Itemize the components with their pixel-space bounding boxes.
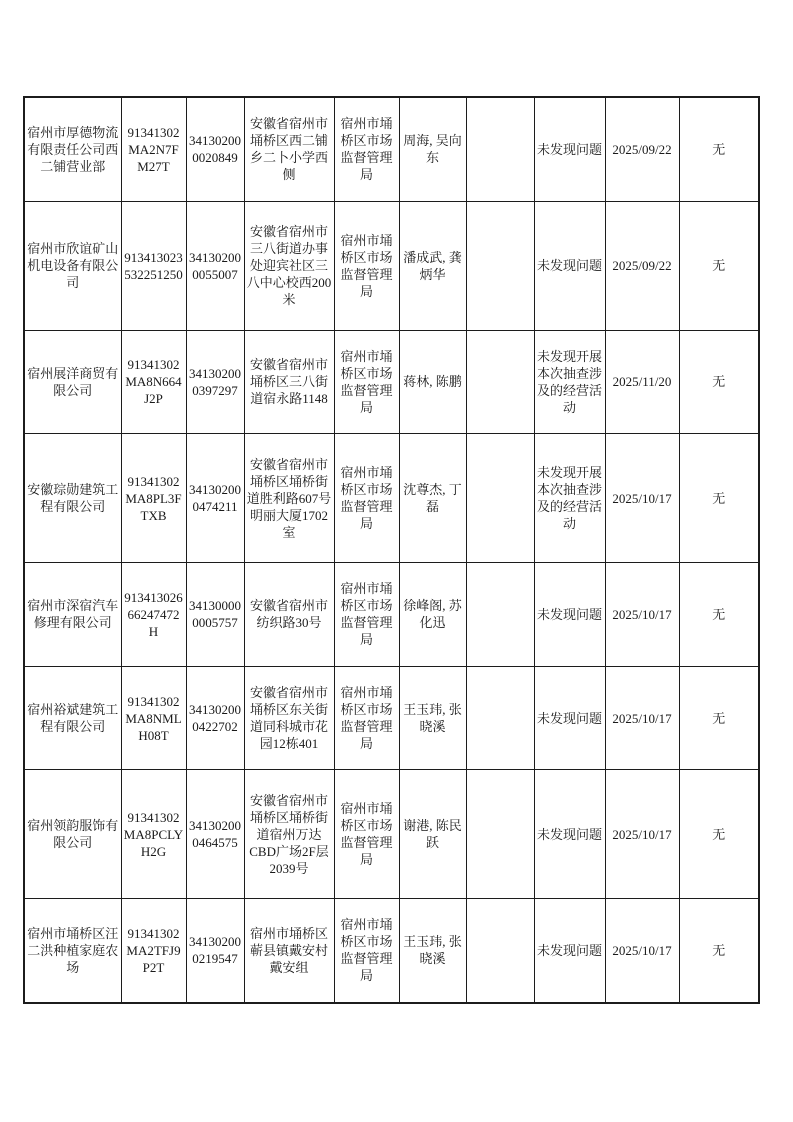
cell-authority: 宿州市埇桥区市场监督管理局: [334, 434, 399, 563]
cell-reg-no: 341302000464575: [186, 770, 244, 899]
cell-address: 安徽省宿州市埇桥区埇桥街道宿州万达CBD广场2F层2039号: [244, 770, 334, 899]
cell-check-date: 2025/10/17: [605, 434, 679, 563]
cell-address: 宿州市埇桥区蕲县镇戴安村戴安组: [244, 898, 334, 1003]
cell-company: 宿州展洋商贸有限公司: [24, 330, 121, 434]
cell-company: 宿州领韵服饰有限公司: [24, 770, 121, 899]
cell-credit-code: 91341302MA2N7FM27T: [121, 97, 186, 201]
cell-address: 安徽省宿州市三八街道办事处迎宾社区三八中心校西200米: [244, 201, 334, 330]
cell-check-date: 2025/10/17: [605, 770, 679, 899]
cell-inspectors: 王玉玮, 张晓溪: [399, 898, 466, 1003]
cell-spare: [466, 434, 534, 563]
cell-address: 安徽省宿州市埇桥区西二铺乡二卜小学西侧: [244, 97, 334, 201]
cell-check-date: 2025/10/17: [605, 562, 679, 666]
cell-remark: 无: [679, 434, 759, 563]
cell-credit-code: 91341302MA2TFJ9P2T: [121, 898, 186, 1003]
cell-company: 宿州市欣谊矿山机电设备有限公司: [24, 201, 121, 330]
cell-authority: 宿州市埇桥区市场监督管理局: [334, 898, 399, 1003]
table-row: [24, 898, 759, 1003]
cell-result: 未发现问题: [534, 97, 605, 201]
cell-spare: [466, 201, 534, 330]
table-row: [24, 434, 759, 563]
cell-remark: 无: [679, 770, 759, 899]
cell-credit-code: 91341302666247472H: [121, 562, 186, 666]
cell-spare: [466, 770, 534, 899]
cell-remark: 无: [679, 201, 759, 330]
cell-address: 安徽省宿州市埇桥区东关街道同科城市花园12栋401: [244, 666, 334, 770]
cell-spare: [466, 898, 534, 1003]
cell-authority: 宿州市埇桥区市场监督管理局: [334, 770, 399, 899]
cell-authority: 宿州市埇桥区市场监督管理局: [334, 562, 399, 666]
cell-result: 未发现开展本次抽查涉及的经营活动: [534, 434, 605, 563]
cell-company: 宿州市深宿汽车修理有限公司: [24, 562, 121, 666]
cell-spare: [466, 97, 534, 201]
cell-reg-no: 341302000422702: [186, 666, 244, 770]
inspection-table: [23, 96, 760, 1004]
cell-remark: 无: [679, 97, 759, 201]
cell-remark: 无: [679, 666, 759, 770]
cell-address: 安徽省宿州市埇桥区三八街道宿永路1148: [244, 330, 334, 434]
cell-remark: 无: [679, 562, 759, 666]
cell-company: 宿州市埇桥区汪二洪种植家庭农场: [24, 898, 121, 1003]
cell-check-date: 2025/09/22: [605, 201, 679, 330]
cell-inspectors: 沈尊杰, 丁磊: [399, 434, 466, 563]
cell-address: 安徽省宿州市埇桥区埇桥街道胜利路607号明丽大厦1702室: [244, 434, 334, 563]
cell-authority: 宿州市埇桥区市场监督管理局: [334, 330, 399, 434]
cell-company: 宿州市厚德物流有限责任公司西二铺营业部: [24, 97, 121, 201]
table-row: [24, 97, 759, 201]
cell-inspectors: 蒋林, 陈鹏: [399, 330, 466, 434]
cell-credit-code: 913413023532251250: [121, 201, 186, 330]
cell-company: 宿州裕斌建筑工程有限公司: [24, 666, 121, 770]
cell-check-date: 2025/10/17: [605, 898, 679, 1003]
cell-remark: 无: [679, 330, 759, 434]
cell-inspectors: 徐峰阁, 苏化迅: [399, 562, 466, 666]
cell-result: 未发现问题: [534, 770, 605, 899]
cell-result: 未发现开展本次抽查涉及的经营活动: [534, 330, 605, 434]
cell-authority: 宿州市埇桥区市场监督管理局: [334, 666, 399, 770]
cell-reg-no: 341302000055007: [186, 201, 244, 330]
cell-result: 未发现问题: [534, 666, 605, 770]
cell-credit-code: 91341302MA8PCLYH2G: [121, 770, 186, 899]
cell-remark: 无: [679, 898, 759, 1003]
cell-address: 安徽省宿州市纺织路30号: [244, 562, 334, 666]
table-body: [24, 97, 759, 1003]
cell-spare: [466, 666, 534, 770]
table-row: [24, 330, 759, 434]
table-row: [24, 201, 759, 330]
cell-reg-no: 341302000474211: [186, 434, 244, 563]
cell-reg-no: 341300000005757: [186, 562, 244, 666]
cell-reg-no: 341302000020849: [186, 97, 244, 201]
cell-result: 未发现问题: [534, 898, 605, 1003]
cell-company: 安徽琮勋建筑工程有限公司: [24, 434, 121, 563]
cell-check-date: 2025/10/17: [605, 666, 679, 770]
cell-credit-code: 91341302MA8PL3FTXB: [121, 434, 186, 563]
cell-inspectors: 潘成武, 龚炳华: [399, 201, 466, 330]
cell-authority: 宿州市埇桥区市场监督管理局: [334, 97, 399, 201]
cell-credit-code: 91341302MA8N664J2P: [121, 330, 186, 434]
table-row: [24, 770, 759, 899]
table-row: [24, 562, 759, 666]
cell-inspectors: 王玉玮, 张晓溪: [399, 666, 466, 770]
cell-inspectors: 谢港, 陈民跃: [399, 770, 466, 899]
cell-authority: 宿州市埇桥区市场监督管理局: [334, 201, 399, 330]
cell-spare: [466, 562, 534, 666]
cell-reg-no: 341302000397297: [186, 330, 244, 434]
cell-check-date: 2025/09/22: [605, 97, 679, 201]
cell-result: 未发现问题: [534, 201, 605, 330]
table-row: [24, 666, 759, 770]
cell-credit-code: 91341302MA8NMLH08T: [121, 666, 186, 770]
cell-check-date: 2025/11/20: [605, 330, 679, 434]
cell-inspectors: 周海, 吴向东: [399, 97, 466, 201]
cell-reg-no: 341302000219547: [186, 898, 244, 1003]
cell-spare: [466, 330, 534, 434]
cell-result: 未发现问题: [534, 562, 605, 666]
